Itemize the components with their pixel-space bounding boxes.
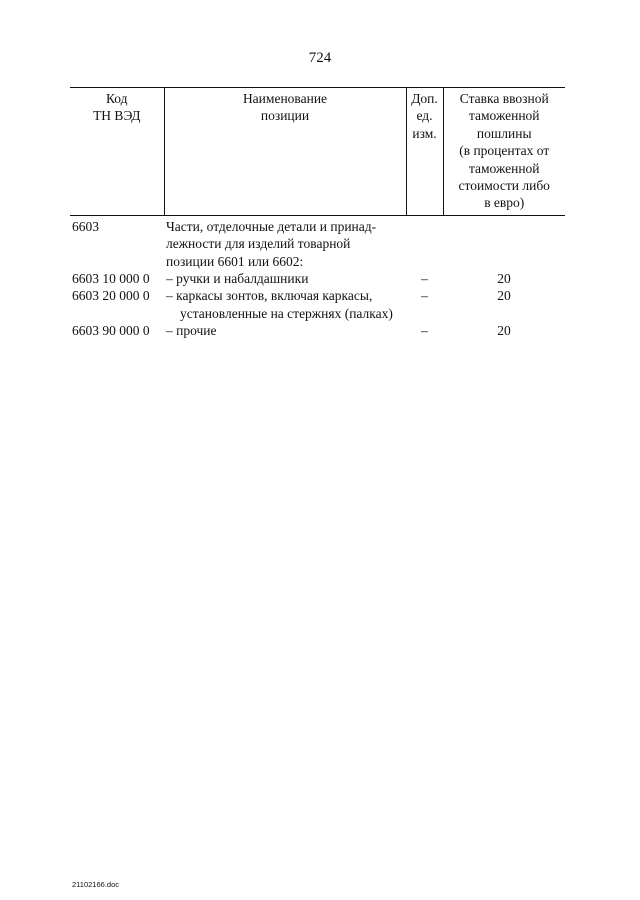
- row-name: [164, 322, 406, 339]
- row-name: [164, 215, 406, 270]
- row-name-line: – прочие: [166, 323, 217, 339]
- header-rate-line: в евро): [484, 195, 525, 211]
- row-unit: –: [421, 323, 428, 339]
- header-code-line: Код: [105, 91, 128, 106]
- header-code-line: ТН ВЭД: [93, 108, 141, 124]
- table-row: [70, 215, 565, 270]
- row-rate: 20: [497, 271, 511, 287]
- header-rate-line: таможенной: [468, 108, 540, 124]
- table-row: [70, 287, 565, 322]
- page-number: 724: [308, 50, 332, 66]
- row-rate: [443, 215, 565, 270]
- header-name: [164, 88, 406, 216]
- header-unit: [406, 88, 443, 216]
- header-code: [70, 88, 164, 216]
- row-rate: 20: [497, 323, 511, 339]
- row-code: 6603 90 000 0: [72, 323, 150, 339]
- row-name: [164, 270, 406, 287]
- header-rate-line: таможенной: [468, 160, 540, 176]
- row-unit: –: [421, 288, 428, 304]
- row-code: 6603 10 000 0: [72, 271, 150, 287]
- row-code: 6603 20 000 0: [72, 288, 150, 304]
- table-row: [70, 322, 565, 339]
- row-name: [164, 287, 406, 322]
- row-name-line: – ручки и набалдашники: [166, 271, 309, 287]
- row-rate: 20: [497, 288, 511, 304]
- header-rate-line: стоимости либо: [458, 178, 550, 194]
- row-name-line: установленные на стержнях (палках): [180, 305, 393, 321]
- row-name-line: Части, отделочные детали и принад-: [166, 218, 377, 234]
- tariff-table: [70, 87, 565, 340]
- header-unit-line: ед.: [416, 108, 433, 124]
- header-unit-line: изм.: [412, 125, 437, 141]
- row-name-line: позиции 6601 или 6602:: [166, 253, 304, 269]
- header-rate-line: (в процентах от: [459, 143, 550, 159]
- header-rate-line: Ставка ввозной: [459, 91, 549, 106]
- row-name-line: – каркасы зонтов, включая каркасы,: [166, 288, 373, 304]
- header-unit-line: Доп.: [411, 91, 438, 106]
- table-header-row: [70, 88, 565, 216]
- header-rate-line: пошлины: [476, 125, 532, 141]
- header-rate: [443, 88, 565, 216]
- footer-filename: 21102166.doc: [72, 880, 119, 889]
- header-name-line: Наименование: [242, 91, 328, 106]
- row-name-line: лежности для изделий товарной: [166, 236, 351, 252]
- table-row: [70, 270, 565, 287]
- row-unit: [406, 215, 443, 270]
- header-name-line: позиции: [260, 108, 310, 124]
- row-code: 6603: [72, 218, 99, 234]
- row-unit: –: [421, 271, 428, 287]
